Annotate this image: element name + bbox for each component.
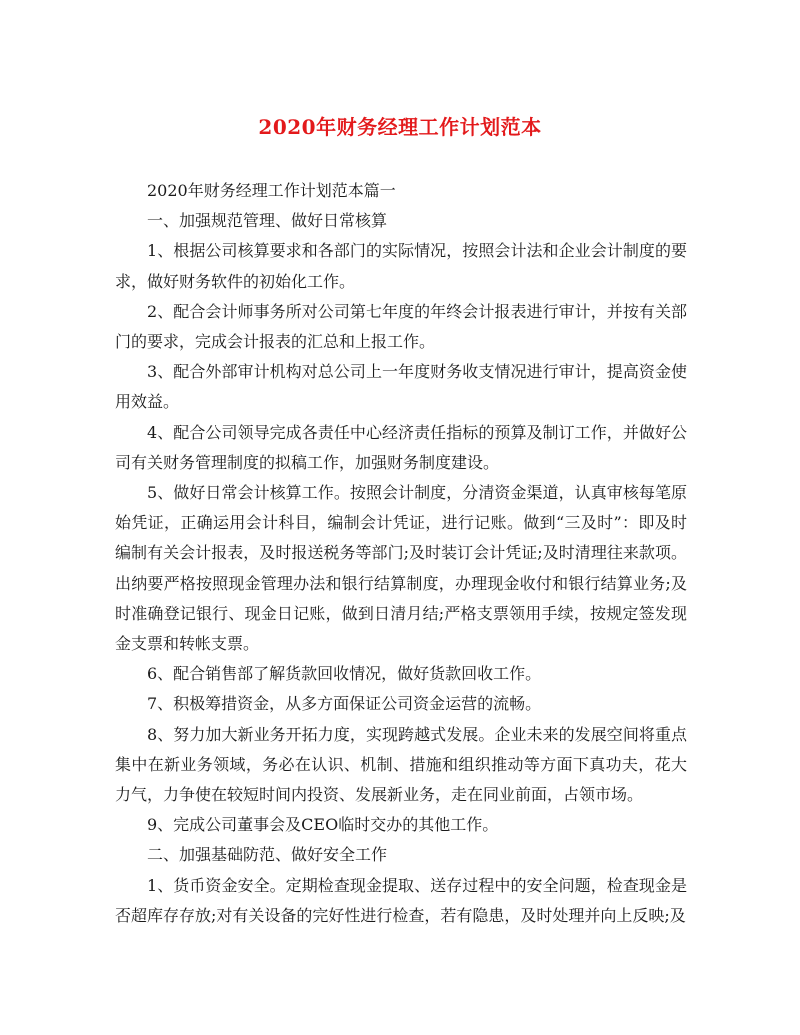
paragraph: 5、做好日常会计核算工作。按照会计制度，分清资金渠道，认真审核每笔原始凭证，正确运用会计科目，编制会计凭证，进行记账。做到“三及时”：即及时编制有关会计报表，及时报送税务等部门;及时装订会计凭证;及时清理往来款项。出纳要严格按照现金管理办法和银行结算制度，办理现金收付和银行结算业务;及时准确登记银行、现金日记账，做到日清月结;严格支票领用手续，按规定签发现金支票和转帐支票。 <box>115 483 687 654</box>
paragraph-subtitle: 2020年财务经理工作计划范本篇一 <box>147 181 396 200</box>
document-title: 2020年财务经理工作计划范本 <box>258 115 542 139</box>
paragraph: 8、努力加大新业务开拓力度，实现跨越式发展。企业未来的发展空间将重点集中在新业务领域，务必在认识、机制、措施和组织推动等方面下真功夫，花大力气，力争使在较短时间内投资、发展新业务，走在同业前面，占领市场。 <box>115 724 687 805</box>
paragraph: 3、配合外部审计机构对总公司上一年度财务收支情况进行审计，提高资金使用效益。 <box>115 362 687 412</box>
paragraph: 9、完成公司董事会及CEO临时交办的其他工作。 <box>147 815 499 835</box>
paragraph: 4、配合公司领导完成各责任中心经济责任指标的预算及制订工作，并做好公司有关财务管理制度的拟稿工作，加强财务制度建设。 <box>115 422 687 472</box>
document-body <box>115 176 687 931</box>
paragraph: 1、货币资金安全。定期检查现金提取、送存过程中的安全问题，检查现金是否超库存存放;对有关设备的完好性进行检查，若有隐患，及时处理并向上反映;及 <box>115 875 687 925</box>
paragraph: 7、积极筹措资金，从多方面保证公司资金运营的流畅。 <box>147 694 542 714</box>
section-heading-1: 一、加强规范管理、做好日常核算 <box>147 211 388 231</box>
paragraph: 2、配合会计师事务所对公司第七年度的年终会计报表进行审计，并按有关部门的要求，完成会计报表的汇总和上报工作。 <box>115 301 687 352</box>
paragraph: 1、根据公司核算要求和各部门的实际情况，按照会计法和企业会计制度的要求，做好财务软件的初始化工作。 <box>115 241 687 291</box>
section-heading-2: 二、加强基础防范、做好安全工作 <box>147 845 388 865</box>
paragraph: 6、配合销售部了解货款回收情况，做好货款回收工作。 <box>147 664 542 684</box>
